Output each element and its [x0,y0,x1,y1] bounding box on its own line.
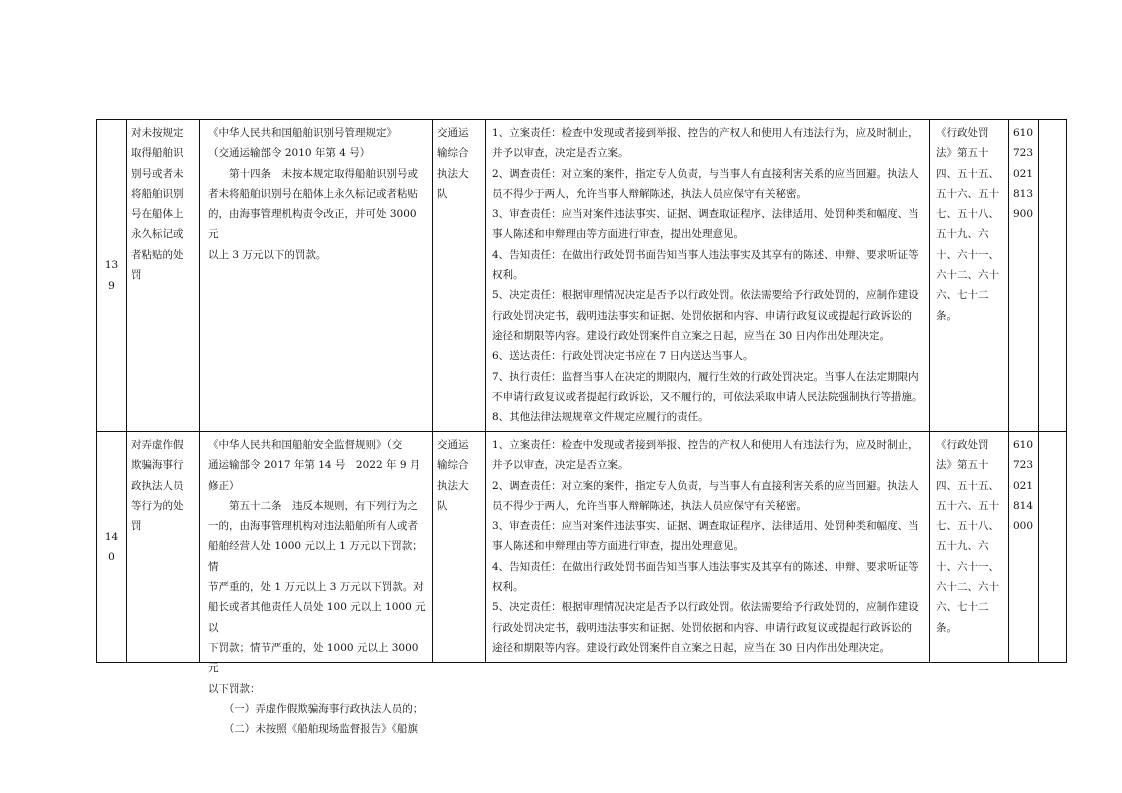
power-list-table [96,119,1067,736]
row-number: 14 0 [104,530,119,563]
legal-basis-cell [200,120,433,432]
department-cell [433,432,486,663]
table-row [97,432,1067,663]
legal-basis: 《中华人民共和国船舶安全监督规则》（交 通运输部令 2017 年第 14 号 2022 年 9 月修正） 第五十二条 违反本规则，有下列行为之 一的，由海事管理机构对违法船舶所有人或者 船舶经营人处 1000 元以上 1 万元以下罚款；情 节严重的，处 1 万元以上 3 万元以下罚款。对 船长或者其他责任人员处 100 元以上 1000 元以 下罚款；情节严重的，处 1000 元以上 3000 元 以下罚款： （一）弄虚作假欺骗海事行政执法人员的； （二）未按照《船舶现场监督报告》《船旗 [208,439,426,736]
remark-cell [1039,432,1067,663]
item-code-cell [1009,120,1039,432]
item-code-cell [1009,432,1039,663]
table-row [97,120,1067,432]
item-code: 610 723 021 813 900 [1013,127,1034,221]
item-code: 610 723 021 814 000 [1013,439,1034,533]
row-number: 13 9 [104,259,119,292]
item-name: 对弄虚作假 欺骗海事行 政执法人员 等行为的处 罚 [131,439,184,533]
item-name-cell [127,120,200,432]
law-reference: 《行政处罚 法》第五十 四、五十五、 五十六、五十 七、五十八、 五十九、六 十、六十一、 六十二、六十 六、七十二 条。 [936,439,999,634]
row-number-cell [97,432,127,663]
law-reference-cell [930,120,1009,432]
responsibility-list: 1、立案责任：检查中发现或者接到举报、控告的产权人和使用人有违法行为，应及时制止， 并予以审查，决定是否立案。 2、调查责任：对立案的案件，指定专人负责，与当事人有直接利害关系的应当回避。执法人 员不得少于两人，允许当事人辩解陈述，执法人员应保守有关秘密。 3、审查责任：应当对案件违法事实、证据、调查取证程序、法律适用、处罚种类和幅度、当 事人陈述和申辩理由等方面进行审查，提出处理意见。 4、告知责任：在做出行政处罚书面告知当事人违法事实及其享有的陈述、申辩、要求听证等 权利。 5、决定责任：根据审理情况决定是否予以行政处罚。依法需要给予行政处罚的，应制作建设 行政处罚决定书，载明违法事实和证据、处罚依据和内容、申请行政复议或提起行政诉讼的 途径和期限等内容。建设行政处罚案件自立案之日起，应当在 30 日内作出处理决定。 [492,439,919,654]
legal-basis: 《中华人民共和国船舶识别号管理规定》 （交通运输部令 2010 年第 4 号） 第十四条 未按本规定取得船舶识别号或 者未将船舶识别号在船体上永久标记或者粘贴 的，由海事管理机构责令改正，并可处 3000 元 以上 3 万元以下的罚款。 [208,127,418,261]
responsibility-cell [486,120,930,432]
remark-cell [1039,120,1067,432]
responsibility-cell [486,432,930,663]
responsibility-list: 1、立案责任：检查中发现或者接到举报、控告的产权人和使用人有违法行为，应及时制止， 并予以审查，决定是否立案。 2、调查责任：对立案的案件，指定专人负责，与当事人有直接利害关系的应当回避。执法人 员不得少于两人，允许当事人辩解陈述，执法人员应保守有关秘密。 3、审查责任：应当对案件违法事实、证据、调查取证程序、法律适用、处罚种类和幅度、当 事人陈述和申辩理由等方面进行审查，提出处理意见。 4、告知责任：在做出行政处罚书面告知当事人违法事实及其享有的陈述、申辩、要求听证等 权利。 5、决定责任：根据审理情况决定是否予以行政处罚。依法需要给予行政处罚的，应制作建设 行政处罚决定书，载明违法事实和证据、处罚依据和内容、申请行政复议或提起行政诉讼的 途径和期限等内容。建设行政处罚案件自立案之日起，应当在 30 日内作出处理决定。 6、送达责任：行政处罚决定书应在 7 日内送达当事人。 7、执行责任：监督当事人在决定的期限内，履行生效的行政处罚决定。当事人在法定期限内 不申请行政复议或者提起行政诉讼，又不履行的，可依法采取申请人民法院强制执行等措施。 8、其他法律法规规章文件规定应履行的责任。 [492,127,923,424]
legal-basis-cell [200,432,433,736]
row-number-cell [97,120,127,432]
item-name: 对未按规定 取得船舶识 别号或者未 将船舶识别 号在船体上 永久标记或 者粘贴的处 罚 [131,127,184,282]
department-cell [433,120,486,432]
department: 交通运 输综合 执法大 队 [437,127,469,200]
law-reference: 《行政处罚 法》第五十 四、五十五、 五十六、五十 七、五十八、 五十九、六 十、六十一、 六十二、六十 六、七十二 条。 [936,127,999,322]
law-reference-cell [930,432,1009,663]
department: 交通运 输综合 执法大 队 [437,439,469,512]
item-name-cell [127,432,200,663]
